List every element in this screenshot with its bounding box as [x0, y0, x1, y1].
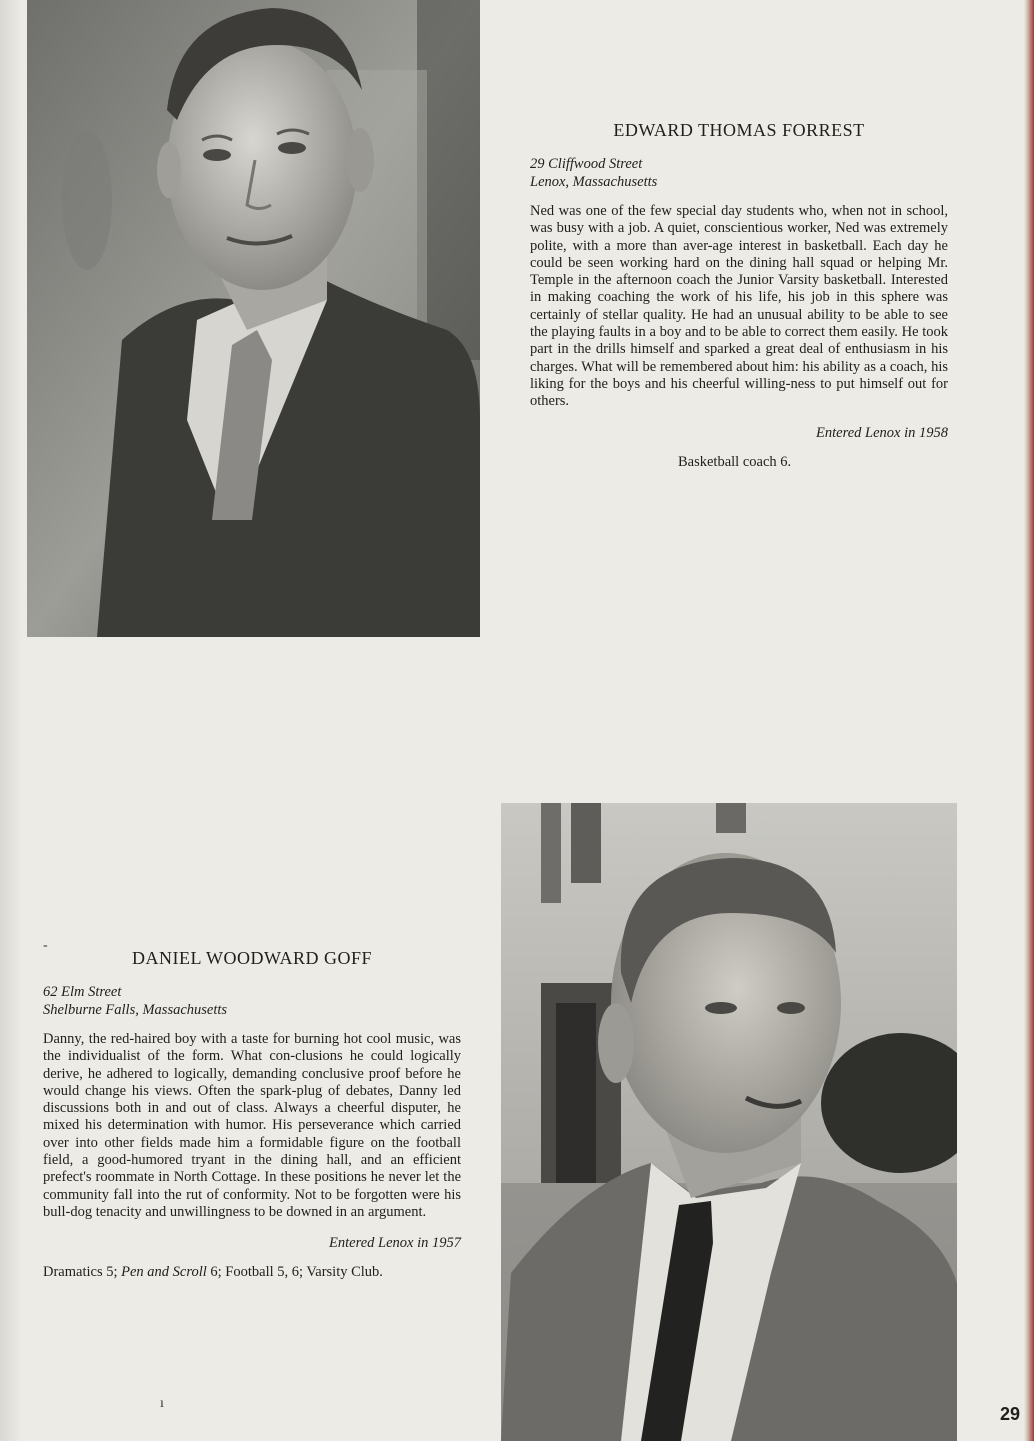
page-gutter-shade — [0, 0, 22, 1441]
page-number: 29 — [999, 1404, 1020, 1424]
student-name: DANIEL WOODWARD GOFF — [132, 948, 372, 968]
entered-year: Entered Lenox in 1957 — [329, 1235, 461, 1252]
bio-forrest — [530, 120, 948, 471]
bio-goff — [43, 948, 461, 1281]
stray-mark: ı — [160, 1396, 164, 1411]
bio-paragraph: Danny, the red-haired boy with a taste for burning hot cool music, was the individualist of the form. What con-clusions he could logically derive, he adhered to logically, demanding conclusive proof before he would change his views. Often the spark-plug of debates, Danny led discussions both in and out of class. Always a cheerful disputer, he mixed his determination with humor. His perseverance which carried over into other fields made him a formidable figure on the football field, a good-humored tryant in the dining hall, and an efficient prefect's roommate in North Cottage. In these positions he never let the community fall into the rut of conformity. Not to be forgotten were his bull-dog tenacity and unwillingness to be downed in an argument. — [43, 1031, 461, 1220]
entered-year: Entered Lenox in 1958 — [816, 424, 948, 441]
activities-part1: Dramatics 5; — [43, 1264, 122, 1281]
activities-part2: 6; Football 5, 6; Varsity Club. — [206, 1264, 383, 1281]
portrait-goff-image — [501, 803, 957, 1441]
activities: Basketball coach 6. — [678, 453, 792, 470]
page-edge — [1024, 0, 1034, 1441]
portrait-photo-goff — [501, 803, 957, 1441]
address-city: Lenox, Massachusetts — [530, 174, 658, 190]
address-street: 62 Elm Street — [43, 984, 122, 1000]
bio-paragraph: Ned was one of the few special day students who, when not in school, was busy with a job. A quiet, conscientious worker, Ned was extremely polite, with a more than aver-age interest in basketball. Each day he could be seen working hard on the dining hall squad or helping Mr. Temple in the afternoon coach the Junior Varsity basketball. Interested in making coaching the work of his life, his job in this sphere was certainly of stellar quality. He had an unusual ability to be able to see the playing faults in a boy and to be able to correct them easily. He took part in the drills himself and sparked a great deal of enthusiasm in his charges. What will be remembered about him: his ability as a coach, his liking for the boys and his cheerful willing-ness to put himself out for others. — [530, 203, 948, 410]
stray-mark: - — [43, 938, 48, 953]
portrait-forrest-image — [27, 0, 480, 637]
address-street: 29 Cliffwood Street — [530, 156, 643, 172]
activities-italic: Pen and Scroll — [121, 1264, 207, 1281]
portrait-photo-forrest — [27, 0, 480, 637]
student-address — [43, 983, 461, 1019]
student-address — [530, 155, 948, 191]
student-name: EDWARD THOMAS FORREST — [613, 120, 865, 140]
address-city: Shelburne Falls, Massachusetts — [43, 1002, 228, 1018]
activities — [43, 1264, 461, 1281]
